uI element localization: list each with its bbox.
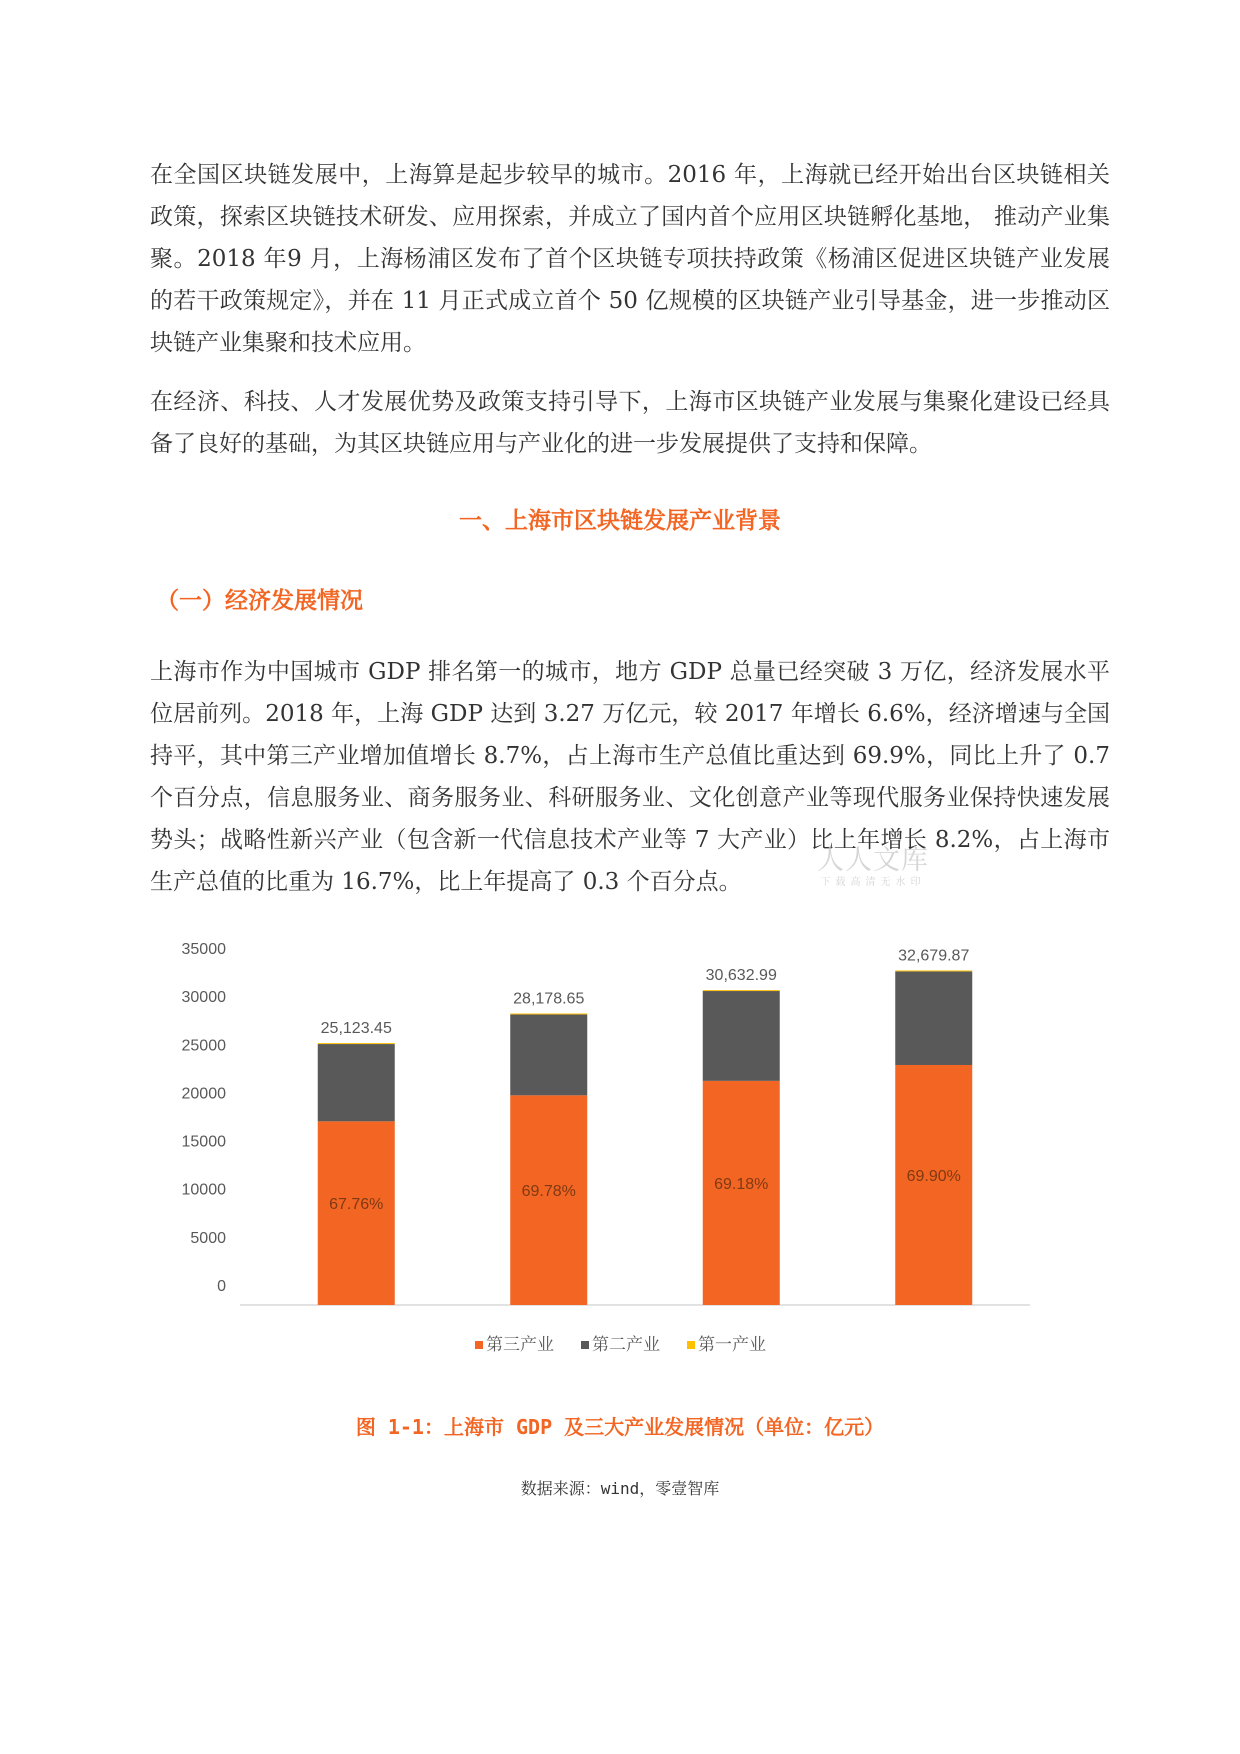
bar-secondary [895, 971, 972, 1065]
bar-secondary [510, 1014, 587, 1095]
y-tick-label: 20000 [181, 1085, 226, 1103]
y-tick-label: 30000 [181, 989, 226, 1007]
paragraph-economy: 上海市作为中国城市 GDP 排名第一的城市，地方 GDP 总量已经突破 3 万亿，经济发展水平位居前列。2018 年，上海 GDP 达到 3.27 万亿元，较 2017 年增长 6.6%，经济增速与全国持平，其中第三产业增加值增长 8.7%，占上海市生产总值比重达到 69.9%，同比上升了 0.7 个百分点，信息服务业、商务服务业、科研服务业、文化创意产业等现代服务业保持快速发展势头；战略性新兴产业（包含新一代信息技术产业等 7 大产业）比上年增长 8.2%，占上海市生产总值的比重为 16.7%，比上年提高了 0.3 个百分点。 [150, 659, 1110, 895]
y-tick-label: 25000 [181, 1037, 226, 1055]
paragraph-foundation: 在经济、科技、人才发展优势及政策支持引导下，上海市区块链产业发展与集聚化建设已经具备了良好的基础，为其区块链应用与产业化的进一步发展提供了支持和保障。 [150, 389, 1110, 457]
bar-total-label: 25,123.45 [320, 1020, 392, 1038]
bar-primary [318, 1043, 395, 1044]
bar-total-label: 28,178.65 [513, 990, 585, 1008]
legend-label: 第三产业 [486, 1335, 554, 1354]
watermark-main-text: 人人文库 [817, 845, 929, 876]
bar-percent-label: 69.90% [906, 1167, 961, 1185]
legend-label: 第二产业 [592, 1335, 660, 1354]
y-tick-label: 15000 [181, 1133, 226, 1151]
y-tick-label: 35000 [181, 941, 226, 958]
paragraph-blockchain-history: 在全国区块链发展中，上海算是起步较早的城市。2016 年，上海就已经开始出台区块链相关政策，探索区块链技术研发、应用探索，并成立了国内首个应用区块链孵化基地， 推动产业集聚。2018 年9 月，上海杨浦区发布了首个区块链专项扶持政策《杨浦区促进区块链产业发展的若干政策规定》，并在 11 月正式成立首个 50 亿规模的区块链产业引导基金，进一步推动区块链产业集聚和技术应用。 [150, 162, 1110, 356]
bar-primary [895, 970, 972, 971]
bar-secondary [703, 991, 780, 1081]
legend-swatch [581, 1341, 589, 1349]
legend-label: 第一产业 [698, 1335, 766, 1354]
figure-caption: 图 1-1：上海市 GDP 及三大产业发展情况（单位：亿元） [355, 1415, 885, 1439]
bar-percent-label: 67.76% [329, 1196, 384, 1214]
bar-secondary [318, 1044, 395, 1121]
section-heading: 一、上海市区块链发展产业背景 [459, 508, 781, 534]
y-tick-label: 0 [217, 1278, 226, 1295]
bar-total-label: 30,632.99 [705, 967, 777, 985]
bar-primary [510, 1013, 587, 1014]
subsection-heading: （一）经济发展情况 [156, 588, 363, 614]
bar-primary [703, 990, 780, 991]
data-source: 数据来源：wind，零壹智库 [520, 1479, 720, 1498]
legend-swatch [475, 1341, 483, 1349]
gdp-stacked-bar-chart [180, 920, 1060, 1370]
bar-percent-label: 69.78% [521, 1183, 576, 1201]
y-tick-label: 5000 [190, 1229, 226, 1247]
legend-swatch [687, 1341, 695, 1349]
bar-total-label: 32,679.87 [898, 947, 970, 965]
bar-percent-label: 69.18% [714, 1175, 769, 1193]
watermark-sub-text: 下载高清无水印 [820, 877, 926, 888]
y-tick-label: 10000 [181, 1181, 226, 1199]
